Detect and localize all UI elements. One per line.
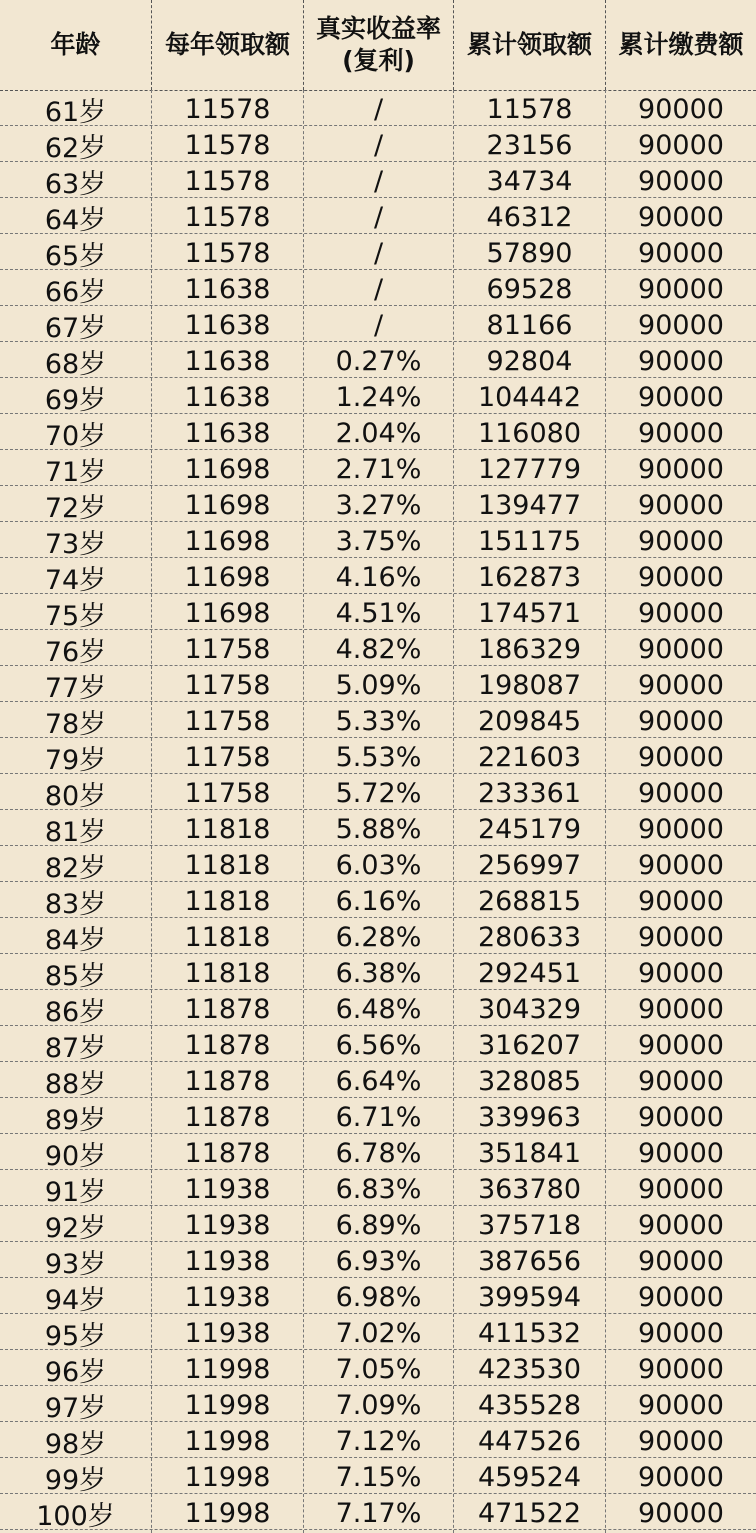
cell-age: 87岁 xyxy=(0,1026,152,1065)
cell-real-return-rate: 6.64% xyxy=(304,1062,454,1101)
cell-cumulative-premium: 90000 xyxy=(638,778,724,809)
cell-cumulative-premium: 90000 xyxy=(638,454,724,485)
cell-annual-payout: 11578 xyxy=(152,198,304,237)
cell-cumulative-premium: 90000 xyxy=(638,994,724,1025)
cell-cumulative-payout: 209845 xyxy=(454,702,606,741)
cell-cumulative-payout: 245179 xyxy=(454,810,606,849)
cell-cumulative-premium: 90000 xyxy=(638,382,724,413)
cell-real-return-rate: / xyxy=(304,306,454,345)
cell-real-return-rate: / xyxy=(304,162,454,201)
cell-age: 66岁 xyxy=(0,270,152,309)
cell-annual-payout: 11638 xyxy=(152,342,304,381)
cell-cumulative-payout: 351841 xyxy=(454,1134,606,1173)
cell-annual-payout: 11998 xyxy=(152,1458,304,1497)
cell-cumulative-premium: 90000 xyxy=(638,1138,724,1169)
table-row xyxy=(0,90,756,126)
cell-cumulative-premium: 90000 xyxy=(638,1174,724,1205)
cell-cumulative-payout: 198087 xyxy=(454,666,606,705)
cell-cumulative-premium: 90000 xyxy=(638,238,724,269)
header-age: 年龄 xyxy=(0,0,152,90)
cell-real-return-rate: / xyxy=(304,198,454,237)
cell-real-return-rate: 7.02% xyxy=(304,1314,454,1353)
cell-cumulative-payout: 268815 xyxy=(454,882,606,921)
header-real-return-rate: 真实收益率 (复利) xyxy=(304,0,454,90)
cell-cumulative-premium: 90000 xyxy=(638,670,724,701)
table-row xyxy=(0,1422,756,1458)
cell-cumulative-premium: 90000 xyxy=(638,1318,724,1349)
table-row xyxy=(0,198,756,234)
cell-cumulative-premium: 90000 xyxy=(638,1462,724,1493)
cell-age: 70岁 xyxy=(0,414,152,453)
cell-real-return-rate: 7.09% xyxy=(304,1386,454,1425)
cell-annual-payout: 11998 xyxy=(152,1494,304,1533)
cell-cumulative-premium: 90000 xyxy=(638,274,724,305)
cell-cumulative-payout: 162873 xyxy=(454,558,606,597)
cell-age: 63岁 xyxy=(0,162,152,201)
table-row xyxy=(0,378,756,414)
cell-real-return-rate: 7.05% xyxy=(304,1350,454,1389)
cell-cumulative-premium: 90000 xyxy=(638,634,724,665)
cell-annual-payout: 11818 xyxy=(152,954,304,993)
cell-real-return-rate: 0.27% xyxy=(304,342,454,381)
cell-age: 88岁 xyxy=(0,1062,152,1101)
cell-real-return-rate: 6.93% xyxy=(304,1242,454,1281)
header-cumulative-payout: 累计领取额 xyxy=(454,0,606,90)
cell-cumulative-premium: 90000 xyxy=(638,1066,724,1097)
table-row xyxy=(0,1242,756,1278)
cell-cumulative-payout: 34734 xyxy=(454,162,606,201)
cell-cumulative-premium: 90000 xyxy=(638,202,724,233)
cell-cumulative-payout: 233361 xyxy=(454,774,606,813)
cell-age: 64岁 xyxy=(0,198,152,237)
cell-age: 85岁 xyxy=(0,954,152,993)
cell-cumulative-payout: 292451 xyxy=(454,954,606,993)
cell-cumulative-payout: 57890 xyxy=(454,234,606,273)
cell-annual-payout: 11758 xyxy=(152,774,304,813)
cell-cumulative-premium: 90000 xyxy=(638,94,724,125)
cell-age: 96岁 xyxy=(0,1350,152,1389)
header-annual-payout: 每年领取额 xyxy=(152,0,304,90)
cell-cumulative-payout: 11578 xyxy=(454,90,606,129)
table-row xyxy=(0,1062,756,1098)
cell-annual-payout: 11998 xyxy=(152,1422,304,1461)
cell-real-return-rate: 6.03% xyxy=(304,846,454,885)
cell-cumulative-premium: 90000 xyxy=(638,1246,724,1277)
cell-annual-payout: 11698 xyxy=(152,450,304,489)
cell-annual-payout: 11998 xyxy=(152,1350,304,1389)
cell-annual-payout: 11998 xyxy=(152,1386,304,1425)
cell-cumulative-premium: 90000 xyxy=(638,1426,724,1457)
header-cumulative-premium: 累计缴费额 xyxy=(618,30,744,59)
cell-real-return-rate: 2.04% xyxy=(304,414,454,453)
cell-cumulative-payout: 127779 xyxy=(454,450,606,489)
cell-annual-payout: 11698 xyxy=(152,522,304,561)
cell-real-return-rate: 3.75% xyxy=(304,522,454,561)
cell-age: 82岁 xyxy=(0,846,152,885)
cell-annual-payout: 11758 xyxy=(152,738,304,777)
cell-real-return-rate: 6.83% xyxy=(304,1170,454,1209)
table-row xyxy=(0,630,756,666)
cell-age: 95岁 xyxy=(0,1314,152,1353)
table-row xyxy=(0,954,756,990)
cell-cumulative-payout: 92804 xyxy=(454,342,606,381)
cell-real-return-rate: 6.71% xyxy=(304,1098,454,1137)
cell-age: 86岁 xyxy=(0,990,152,1029)
cell-cumulative-payout: 46312 xyxy=(454,198,606,237)
cell-annual-payout: 11938 xyxy=(152,1242,304,1281)
cell-real-return-rate: 7.17% xyxy=(304,1494,454,1533)
cell-cumulative-premium: 90000 xyxy=(638,922,724,953)
cell-real-return-rate: 5.88% xyxy=(304,810,454,849)
cell-annual-payout: 11578 xyxy=(152,90,304,129)
table-row xyxy=(0,1206,756,1242)
table-row xyxy=(0,234,756,270)
cell-annual-payout: 11878 xyxy=(152,1062,304,1101)
cell-annual-payout: 11638 xyxy=(152,306,304,345)
cell-cumulative-premium: 90000 xyxy=(638,1390,724,1421)
cell-annual-payout: 11818 xyxy=(152,846,304,885)
table-row xyxy=(0,342,756,378)
cell-annual-payout: 11818 xyxy=(152,810,304,849)
cell-age: 99岁 xyxy=(0,1458,152,1497)
table-row xyxy=(0,810,756,846)
cell-cumulative-payout: 387656 xyxy=(454,1242,606,1281)
cell-annual-payout: 11818 xyxy=(152,918,304,957)
table-row xyxy=(0,1098,756,1134)
cell-real-return-rate: 2.71% xyxy=(304,450,454,489)
table-row xyxy=(0,882,756,918)
cell-age: 68岁 xyxy=(0,342,152,381)
cell-age: 80岁 xyxy=(0,774,152,813)
cell-cumulative-payout: 174571 xyxy=(454,594,606,633)
table-row xyxy=(0,414,756,450)
table-row xyxy=(0,1494,756,1530)
table-row xyxy=(0,990,756,1026)
cell-cumulative-payout: 81166 xyxy=(454,306,606,345)
cell-age: 94岁 xyxy=(0,1278,152,1317)
cell-real-return-rate: 6.89% xyxy=(304,1206,454,1245)
cell-annual-payout: 11938 xyxy=(152,1278,304,1317)
cell-real-return-rate: 5.33% xyxy=(304,702,454,741)
cell-cumulative-premium: 90000 xyxy=(638,598,724,629)
cell-cumulative-payout: 375718 xyxy=(454,1206,606,1245)
cell-annual-payout: 11698 xyxy=(152,594,304,633)
cell-cumulative-premium: 90000 xyxy=(638,346,724,377)
table-row xyxy=(0,738,756,774)
cell-cumulative-premium: 90000 xyxy=(638,742,724,773)
cell-real-return-rate: 7.15% xyxy=(304,1458,454,1497)
cell-cumulative-premium: 90000 xyxy=(638,562,724,593)
table-row xyxy=(0,306,756,342)
cell-age: 65岁 xyxy=(0,234,152,273)
cell-real-return-rate: / xyxy=(304,126,454,165)
cell-age: 72岁 xyxy=(0,486,152,525)
cell-age: 98岁 xyxy=(0,1422,152,1461)
cell-real-return-rate: 4.16% xyxy=(304,558,454,597)
cell-real-return-rate: / xyxy=(304,270,454,309)
cell-real-return-rate: 6.78% xyxy=(304,1134,454,1173)
cell-real-return-rate: / xyxy=(304,90,454,129)
cell-cumulative-payout: 221603 xyxy=(454,738,606,777)
cell-annual-payout: 11938 xyxy=(152,1206,304,1245)
cell-real-return-rate: 5.53% xyxy=(304,738,454,777)
cell-cumulative-payout: 447526 xyxy=(454,1422,606,1461)
cell-cumulative-premium: 90000 xyxy=(638,1030,724,1061)
cell-annual-payout: 11698 xyxy=(152,486,304,525)
table-row xyxy=(0,126,756,162)
cell-cumulative-payout: 471522 xyxy=(454,1494,606,1533)
cell-cumulative-payout: 104442 xyxy=(454,378,606,417)
table-row xyxy=(0,666,756,702)
watermark: ​ xyxy=(140,503,180,625)
cell-cumulative-payout: 69528 xyxy=(454,270,606,309)
cell-cumulative-payout: 316207 xyxy=(454,1026,606,1065)
table-body xyxy=(0,90,756,1530)
table-row xyxy=(0,522,756,558)
cell-age: 61岁 xyxy=(0,90,152,129)
cell-real-return-rate: 5.72% xyxy=(304,774,454,813)
cell-cumulative-payout: 304329 xyxy=(454,990,606,1029)
table-row xyxy=(0,1458,756,1494)
table-row xyxy=(0,450,756,486)
cell-age: 92岁 xyxy=(0,1206,152,1245)
cell-age: 73岁 xyxy=(0,522,152,561)
cell-cumulative-payout: 280633 xyxy=(454,918,606,957)
cell-age: 78岁 xyxy=(0,702,152,741)
table-row xyxy=(0,846,756,882)
cell-annual-payout: 11698 xyxy=(152,558,304,597)
cell-age: 62岁 xyxy=(0,126,152,165)
cell-annual-payout: 11758 xyxy=(152,630,304,669)
table-row xyxy=(0,1278,756,1314)
cell-age: 69岁 xyxy=(0,378,152,417)
cell-annual-payout: 11638 xyxy=(152,378,304,417)
cell-real-return-rate: 6.16% xyxy=(304,882,454,921)
table-row xyxy=(0,270,756,306)
table-row xyxy=(0,1350,756,1386)
cell-cumulative-premium: 90000 xyxy=(638,1498,724,1529)
cell-age: 100岁 xyxy=(0,1494,152,1533)
cell-cumulative-payout: 459524 xyxy=(454,1458,606,1497)
cell-age: 77岁 xyxy=(0,666,152,705)
cell-cumulative-premium: 90000 xyxy=(638,418,724,449)
table-row xyxy=(0,1134,756,1170)
cell-cumulative-premium: 90000 xyxy=(638,1210,724,1241)
table-header xyxy=(0,0,756,91)
cell-cumulative-payout: 139477 xyxy=(454,486,606,525)
cell-cumulative-premium: 90000 xyxy=(638,490,724,521)
cell-age: 84岁 xyxy=(0,918,152,957)
cell-real-return-rate: 7.12% xyxy=(304,1422,454,1461)
cell-annual-payout: 11878 xyxy=(152,1134,304,1173)
table-row xyxy=(0,1026,756,1062)
cell-cumulative-payout: 186329 xyxy=(454,630,606,669)
cell-age: 81岁 xyxy=(0,810,152,849)
cell-cumulative-premium: 90000 xyxy=(638,526,724,557)
cell-cumulative-premium: 90000 xyxy=(638,1102,724,1133)
cell-cumulative-premium: 90000 xyxy=(638,886,724,917)
cell-cumulative-premium: 90000 xyxy=(638,814,724,845)
cell-cumulative-premium: 90000 xyxy=(638,310,724,341)
cell-real-return-rate: 6.48% xyxy=(304,990,454,1029)
cell-age: 83岁 xyxy=(0,882,152,921)
cell-age: 90岁 xyxy=(0,1134,152,1173)
cell-annual-payout: 11938 xyxy=(152,1170,304,1209)
cell-cumulative-payout: 23156 xyxy=(454,126,606,165)
cell-cumulative-premium: 90000 xyxy=(638,706,724,737)
table-row xyxy=(0,702,756,738)
cell-cumulative-payout: 256997 xyxy=(454,846,606,885)
table-row xyxy=(0,486,756,522)
cell-real-return-rate: 6.38% xyxy=(304,954,454,993)
cell-annual-payout: 11578 xyxy=(152,126,304,165)
cell-cumulative-payout: 151175 xyxy=(454,522,606,561)
cell-cumulative-payout: 116080 xyxy=(454,414,606,453)
table-row xyxy=(0,918,756,954)
cell-age: 71岁 xyxy=(0,450,152,489)
cell-age: 76岁 xyxy=(0,630,152,669)
cell-annual-payout: 11638 xyxy=(152,414,304,453)
cell-cumulative-payout: 423530 xyxy=(454,1350,606,1389)
cell-annual-payout: 11938 xyxy=(152,1314,304,1353)
cell-age: 79岁 xyxy=(0,738,152,777)
cell-real-return-rate: 6.56% xyxy=(304,1026,454,1065)
cell-real-return-rate: 6.98% xyxy=(304,1278,454,1317)
cell-cumulative-premium: 90000 xyxy=(638,130,724,161)
cell-real-return-rate: 3.27% xyxy=(304,486,454,525)
cell-annual-payout: 11638 xyxy=(152,270,304,309)
table-row xyxy=(0,162,756,198)
cell-annual-payout: 11758 xyxy=(152,666,304,705)
cell-age: 75岁 xyxy=(0,594,152,633)
cell-age: 74岁 xyxy=(0,558,152,597)
cell-cumulative-payout: 411532 xyxy=(454,1314,606,1353)
cell-annual-payout: 11878 xyxy=(152,1026,304,1065)
cell-real-return-rate: / xyxy=(304,234,454,273)
cell-annual-payout: 11578 xyxy=(152,162,304,201)
cell-real-return-rate: 6.28% xyxy=(304,918,454,957)
cell-cumulative-premium: 90000 xyxy=(638,850,724,881)
cell-age: 97岁 xyxy=(0,1386,152,1425)
cell-real-return-rate: 4.51% xyxy=(304,594,454,633)
cell-cumulative-premium: 90000 xyxy=(638,958,724,989)
cell-age: 93岁 xyxy=(0,1242,152,1281)
cell-annual-payout: 11758 xyxy=(152,702,304,741)
cell-real-return-rate: 5.09% xyxy=(304,666,454,705)
cell-real-return-rate: 1.24% xyxy=(304,378,454,417)
table-row xyxy=(0,594,756,630)
cell-age: 89岁 xyxy=(0,1098,152,1137)
cell-age: 67岁 xyxy=(0,306,152,345)
cell-age: 91岁 xyxy=(0,1170,152,1209)
cell-annual-payout: 11878 xyxy=(152,1098,304,1137)
table-row xyxy=(0,1386,756,1422)
table-row xyxy=(0,774,756,810)
cell-annual-payout: 11878 xyxy=(152,990,304,1029)
cell-annual-payout: 11818 xyxy=(152,882,304,921)
table-row xyxy=(0,1314,756,1350)
table-row xyxy=(0,1170,756,1206)
cell-cumulative-premium: 90000 xyxy=(638,1354,724,1385)
cell-cumulative-premium: 90000 xyxy=(638,1282,724,1313)
cell-cumulative-payout: 435528 xyxy=(454,1386,606,1425)
cell-cumulative-payout: 363780 xyxy=(454,1170,606,1209)
cell-annual-payout: 11578 xyxy=(152,234,304,273)
cell-real-return-rate: 4.82% xyxy=(304,630,454,669)
cell-cumulative-payout: 339963 xyxy=(454,1098,606,1137)
cell-cumulative-payout: 328085 xyxy=(454,1062,606,1101)
cell-cumulative-premium: 90000 xyxy=(638,166,724,197)
table-row xyxy=(0,558,756,594)
cell-cumulative-payout: 399594 xyxy=(454,1278,606,1317)
